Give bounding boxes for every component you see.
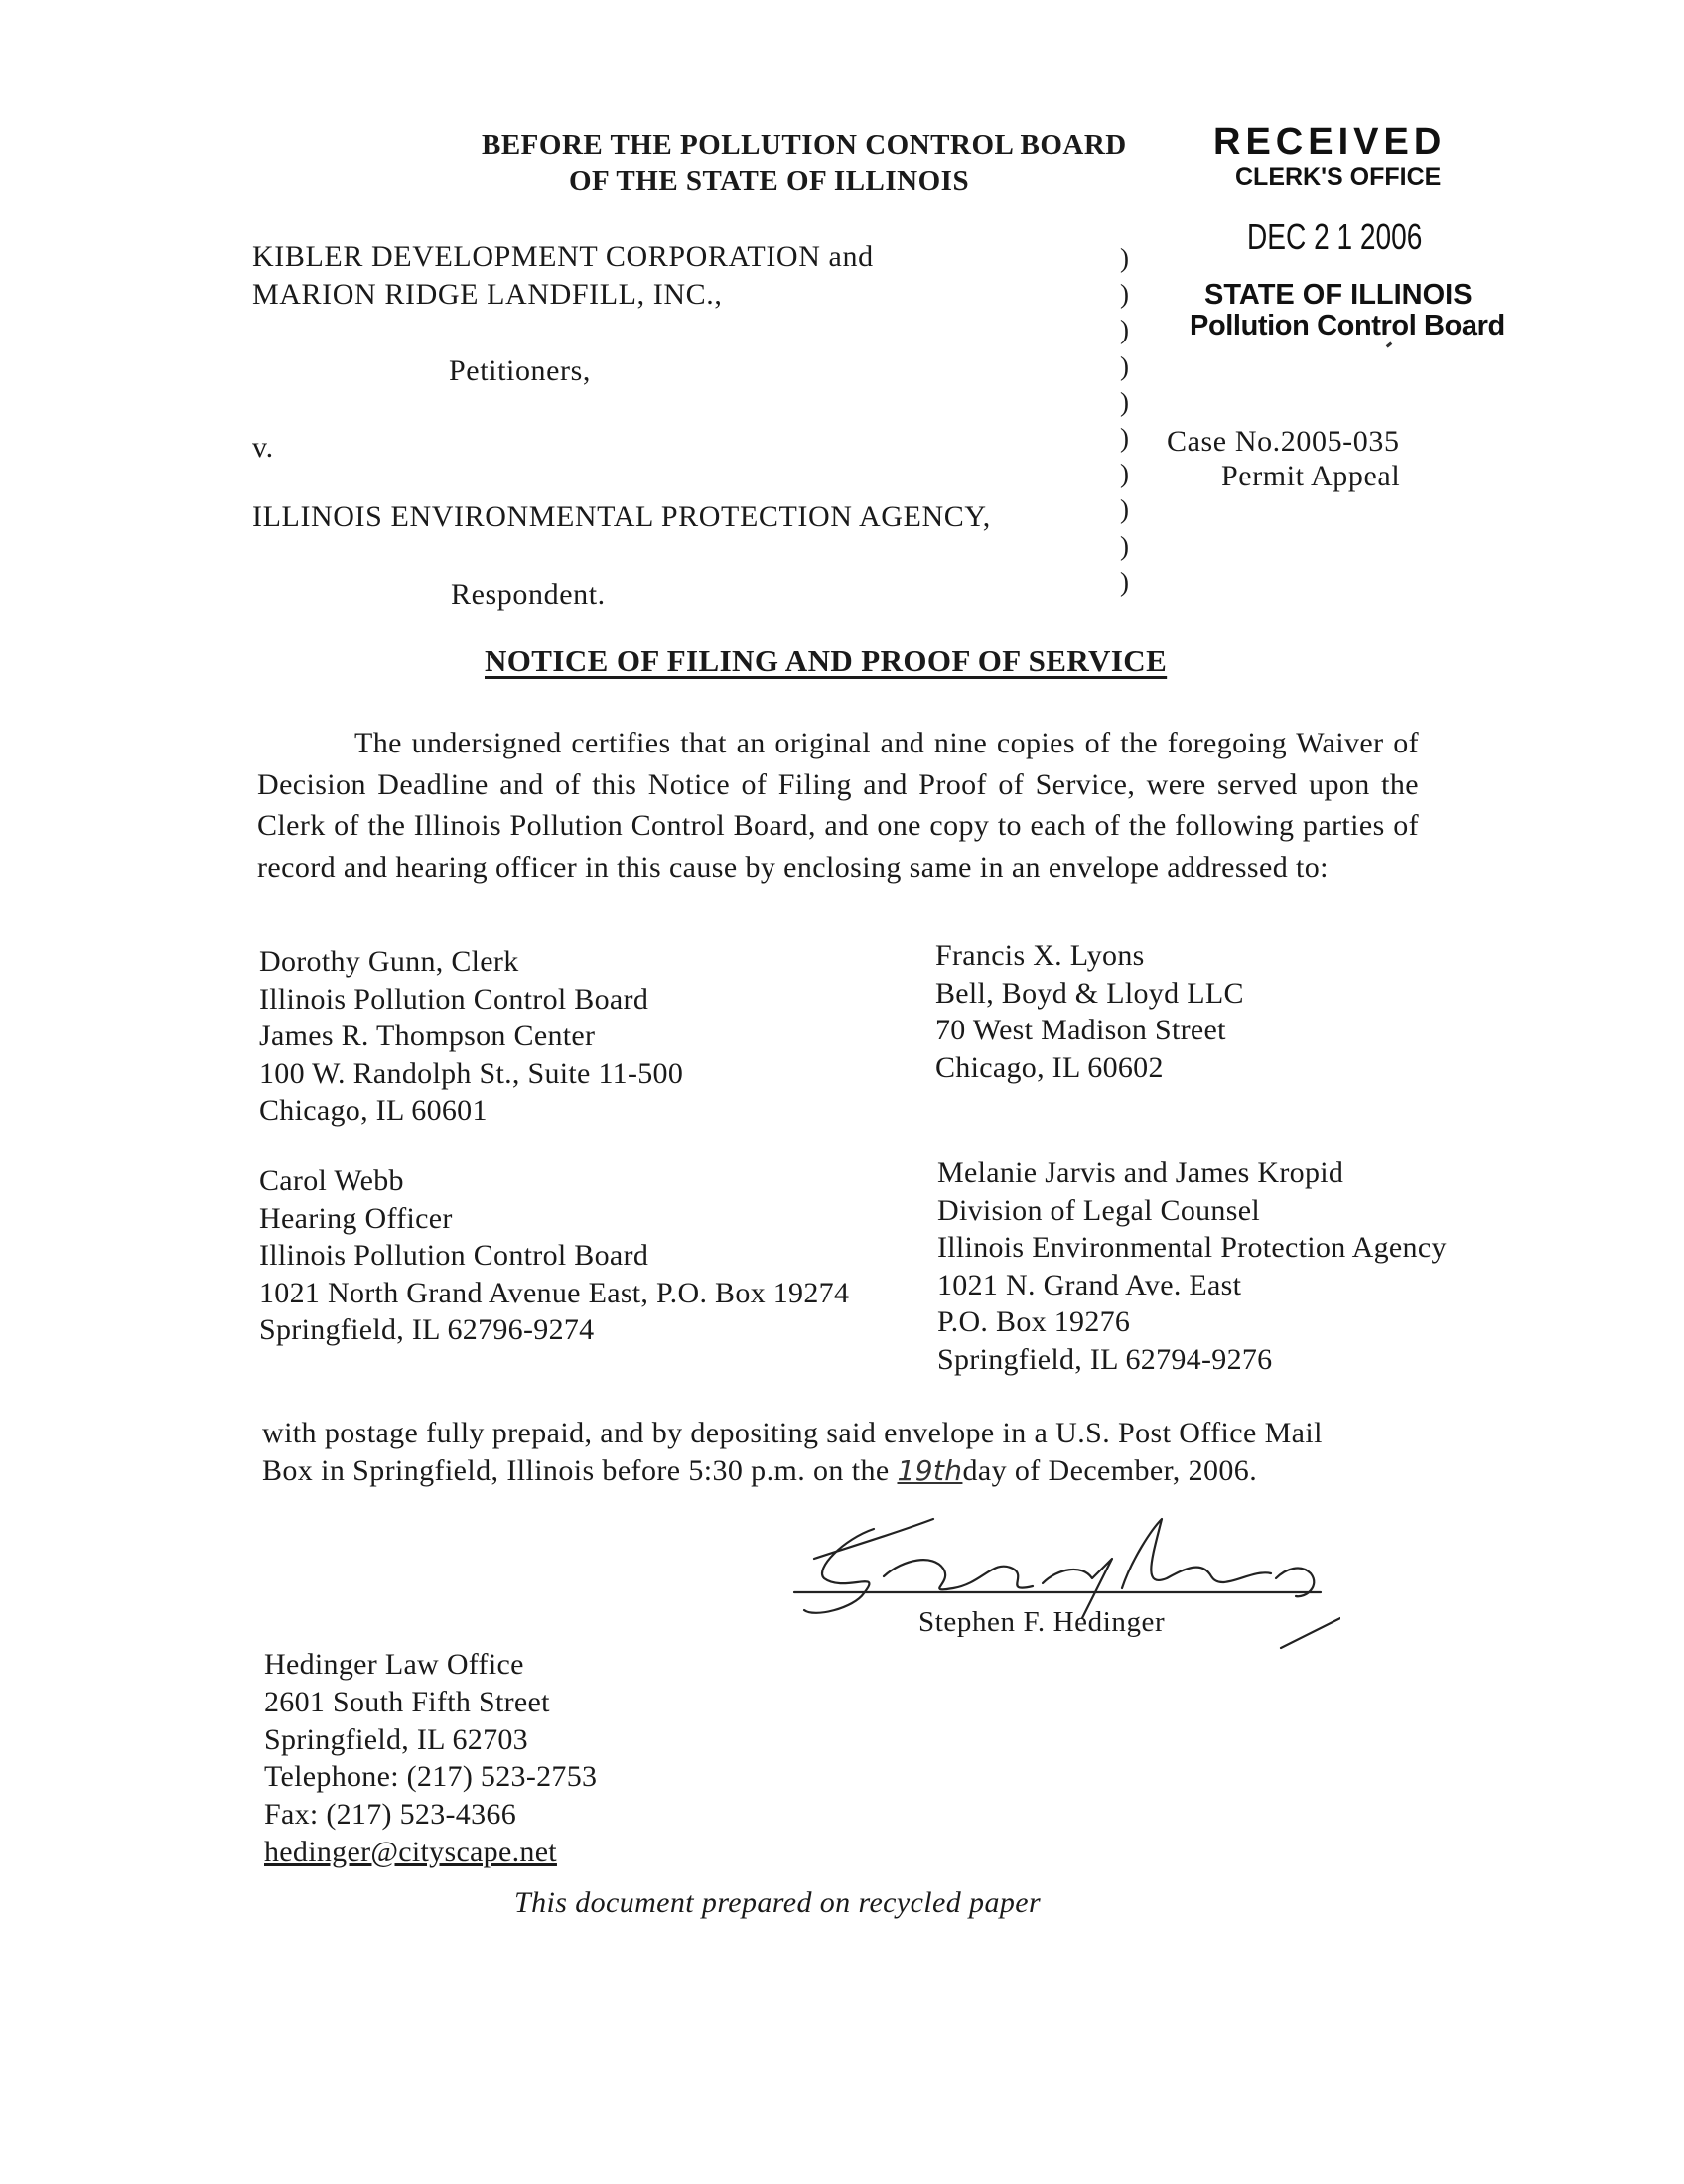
caption-paren: ) xyxy=(1120,566,1129,597)
caption-paren: ) xyxy=(1120,350,1129,381)
address-line: James R. Thompson Center xyxy=(259,1020,596,1052)
address-line: Springfield, IL 62794-9276 xyxy=(937,1342,1273,1376)
address-line: 1021 N. Grand Ave. East xyxy=(937,1268,1242,1301)
respondent-name: ILLINOIS ENVIRONMENTAL PROTECTION AGENCY, xyxy=(252,500,991,533)
caption-divider xyxy=(1120,240,1140,600)
office-telephone: Telephone: (217) 523-2753 xyxy=(264,1760,598,1794)
caption-paren: ) xyxy=(1120,494,1129,525)
stamp-board: Pollution Control Board xyxy=(1190,310,1505,341)
office-city: Springfield, IL 62703 xyxy=(264,1722,528,1756)
board-title-line2: OF THE STATE OF ILLINOIS xyxy=(569,165,970,197)
office-name: Hedinger Law Office xyxy=(264,1648,524,1681)
address-line: 1021 North Grand Avenue East, P.O. Box 19274 xyxy=(259,1276,850,1309)
address-line: Division of Legal Counsel xyxy=(937,1193,1260,1227)
petitioner-line2: MARION RIDGE LANDFILL, INC., xyxy=(252,278,723,311)
address-line: Chicago, IL 60602 xyxy=(935,1050,1164,1084)
signer-name: Stephen F. Hedinger xyxy=(918,1606,1166,1638)
recipient-address-block xyxy=(259,943,683,1130)
service-text: The undersigned certifies that an original and nine copies of the foregoing Waiver of Decision Deadline and of this Notice of Filing and Proof of Service, were served upon the Clerk of the Illinois Pollution Control Board, and one copy to each of the following parties of record and hearing officer in this cause by enclosing same in an envelope addressed to: xyxy=(257,727,1419,884)
service-paragraph xyxy=(257,723,1419,887)
handwritten-day: 19th xyxy=(897,1454,963,1487)
office-fax: Fax: (217) 523-4366 xyxy=(264,1798,517,1832)
address-line: Francis X. Lyons xyxy=(935,939,1145,972)
address-line: Illinois Environmental Protection Agency xyxy=(937,1231,1447,1264)
address-line: 70 West Madison Street xyxy=(935,1014,1226,1046)
law-office-block xyxy=(264,1646,597,1871)
address-line: Springfield, IL 62796-9274 xyxy=(259,1313,595,1346)
caption-paren: ) xyxy=(1120,279,1129,310)
board-title-line1: BEFORE THE POLLUTION CONTROL BOARD xyxy=(482,129,1127,161)
address-line: 100 W. Randolph St., Suite 11-500 xyxy=(259,1056,684,1090)
stamp-date: DEC 2 1 2006 xyxy=(1247,216,1423,257)
petitioner-line1: KIBLER DEVELOPMENT CORPORATION and xyxy=(252,240,874,273)
address-line: Carol Webb xyxy=(259,1164,404,1197)
closing-line2 xyxy=(262,1452,1434,1490)
caption-paren: ) xyxy=(1120,530,1129,561)
respondent-label: Respondent. xyxy=(451,578,606,611)
caption-paren: ) xyxy=(1120,386,1129,417)
recipient-address-block xyxy=(935,937,1244,1086)
office-street: 2601 South Fifth Street xyxy=(264,1685,550,1718)
address-line: Hearing Officer xyxy=(259,1201,453,1235)
office-email-link[interactable]: hedinger@cityscape.net xyxy=(264,1835,557,1868)
stamp-state: STATE OF ILLINOIS xyxy=(1204,279,1473,311)
petitioners-label: Petitioners, xyxy=(449,354,592,387)
case-number: Case No.2005-035 xyxy=(1167,425,1400,458)
stamp-clerks-office: CLERK'S OFFICE xyxy=(1235,163,1442,191)
address-line: P.O. Box 19276 xyxy=(937,1305,1131,1338)
address-line: Chicago, IL 60601 xyxy=(259,1094,488,1127)
caption-paren: ) xyxy=(1120,422,1129,453)
caption-paren: ) xyxy=(1120,243,1129,273)
case-type: Permit Appeal xyxy=(1221,460,1401,492)
recipient-address-block xyxy=(259,1162,849,1349)
stamp-received: RECEIVED xyxy=(1213,121,1447,163)
recipient-address-block xyxy=(937,1155,1447,1378)
address-line: Dorothy Gunn, Clerk xyxy=(259,945,519,978)
closing-line2-after: day of December, 2006. xyxy=(962,1454,1258,1487)
address-line: Illinois Pollution Control Board xyxy=(259,1239,649,1272)
versus: v. xyxy=(252,431,274,464)
address-line: Bell, Boyd & Lloyd LLC xyxy=(935,976,1244,1010)
address-line: Melanie Jarvis and James Kropid xyxy=(937,1157,1344,1189)
caption-paren: ) xyxy=(1120,459,1129,489)
document-title: NOTICE OF FILING AND PROOF OF SERVICE xyxy=(485,643,1168,678)
stamp-mark xyxy=(1386,341,1393,347)
recycled-paper-note: This document prepared on recycled paper xyxy=(514,1886,1042,1919)
closing-line2-before: Box in Springfield, Illinois before 5:30 p.m. on the xyxy=(262,1454,890,1487)
closing-paragraph xyxy=(262,1415,1434,1490)
closing-line1: with postage fully prepaid, and by depositing said envelope in a U.S. Post Office Mail xyxy=(262,1417,1323,1449)
caption-paren: ) xyxy=(1120,315,1129,345)
address-line: Illinois Pollution Control Board xyxy=(259,982,649,1016)
